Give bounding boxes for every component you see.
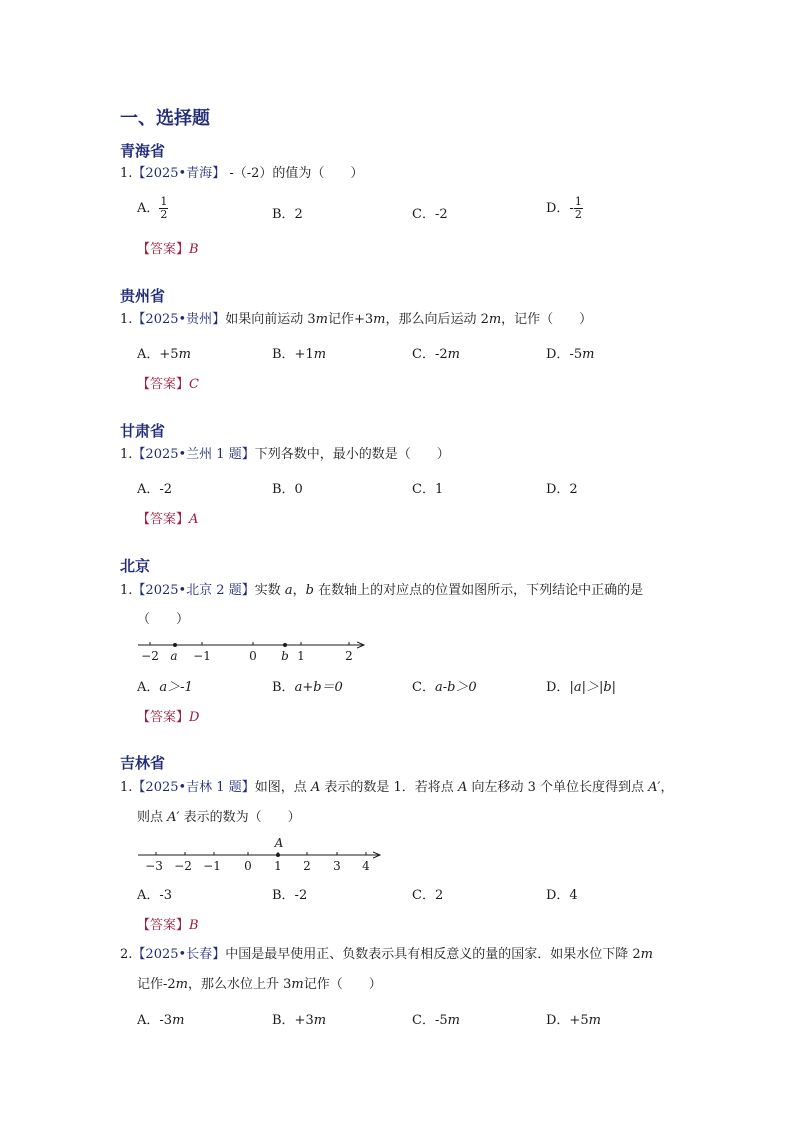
- numberline-beijing: [130, 636, 375, 664]
- question-source: [132, 583, 254, 598]
- option-unit: m: [313, 347, 327, 362]
- stem-part: ，那么水位上升 3: [188, 977, 292, 992]
- stem-part: 记作+3: [327, 312, 374, 327]
- stem-unit: m: [373, 312, 386, 327]
- option-text: A．+5: [137, 347, 179, 362]
- option-text: B．+3: [272, 1013, 314, 1028]
- question-guizhou-1: [120, 311, 592, 329]
- option-expr: a+b＝0: [294, 680, 343, 695]
- option-unit: m: [313, 1013, 327, 1028]
- province-heading-guizhou: 贵州省: [120, 287, 166, 305]
- option-a: [137, 196, 168, 221]
- answer-jilin-1: [137, 914, 199, 933]
- question-stem-line2: [137, 976, 382, 994]
- point-a-dot: [173, 643, 177, 647]
- stem-unit: m: [291, 977, 304, 992]
- stem-part: 表示的数是 1．若将点: [320, 780, 458, 795]
- fraction-denominator: 2: [160, 208, 168, 221]
- option-d: [546, 676, 616, 695]
- source-bracket-open: 【: [132, 447, 146, 462]
- point-label-a: A: [274, 836, 284, 850]
- tick-label: 3: [333, 859, 341, 873]
- question-stem-line2: （ ）: [137, 612, 190, 627]
- answer-label: 【答案】: [137, 918, 190, 933]
- source-bracket-close: 】: [241, 447, 255, 462]
- answer-label: 【答案】: [137, 710, 190, 725]
- answer-guizhou-1: [137, 373, 199, 392]
- option-c: C．-2: [412, 207, 448, 222]
- source-tag: 2025•兰州 1 题: [145, 447, 242, 462]
- stem-part: 记作（ ）: [303, 977, 382, 992]
- question-source: [132, 166, 225, 181]
- source-bracket-close: 】: [241, 583, 255, 598]
- question-source: [132, 780, 254, 795]
- option-text: C．-5: [412, 1013, 448, 1028]
- option-expr: |a|＞|b|: [569, 680, 617, 695]
- source-bracket-close: 】: [241, 780, 255, 795]
- option-a: A．-2: [137, 482, 173, 497]
- option-text: D．-5: [546, 347, 583, 362]
- option-b: B．-2: [272, 888, 308, 903]
- question-jilin-2: [120, 946, 653, 964]
- stem-part: 向左移动 3 个单位长度得到点: [467, 780, 649, 795]
- option-d: [546, 196, 583, 221]
- option-c: [412, 343, 460, 362]
- stem-unit: m: [175, 977, 188, 992]
- option-text: C．-2: [412, 347, 448, 362]
- stem-part: 如果向前运动 3: [225, 312, 316, 327]
- section-title: 一、选择题: [120, 108, 210, 129]
- option-label: D．: [546, 680, 570, 695]
- answer-label: 【答案】: [137, 512, 190, 527]
- source-tag: 2025•吉林 1 题: [145, 780, 242, 795]
- answer-value: C: [189, 377, 199, 392]
- stem-part: 实数: [254, 583, 285, 598]
- question-gansu-1: [120, 446, 450, 464]
- tick-label: 0: [244, 859, 252, 873]
- stem-unit: m: [488, 312, 502, 327]
- point-b-dot: [283, 643, 287, 647]
- point-a-dot: [276, 853, 280, 857]
- tick-label: 2: [345, 649, 353, 663]
- numberline-jilin: [130, 834, 390, 874]
- option-expr: a＞-1: [159, 680, 193, 695]
- tick-label: 1: [297, 649, 305, 663]
- stem-var: a: [284, 583, 293, 598]
- province-heading-beijing: 北京: [120, 557, 151, 575]
- option-unit: m: [178, 347, 191, 362]
- tick-label: 1: [274, 859, 282, 873]
- fraction: [574, 196, 583, 221]
- answer-value: B: [189, 918, 199, 933]
- stem-var: A: [457, 780, 468, 795]
- source-bracket-open: 【: [132, 947, 146, 962]
- source-bracket-close: 】: [212, 166, 226, 181]
- option-text: B．+1: [272, 347, 314, 362]
- tick-label: −2: [174, 859, 192, 873]
- stem-part: ，那么向后运动 2: [385, 312, 489, 327]
- question-jilin-1: [120, 779, 674, 797]
- point-label-a: a: [170, 649, 178, 663]
- option-unit: m: [588, 1013, 601, 1028]
- stem-unit: m: [315, 312, 328, 327]
- answer-beijing-1: [137, 706, 199, 725]
- option-label: A．: [137, 201, 160, 216]
- province-heading-gansu: 甘肃省: [120, 422, 166, 440]
- option-a: [137, 343, 191, 362]
- option-expr: a-b＞0: [434, 680, 477, 695]
- option-b: [272, 1009, 326, 1028]
- fraction-numerator: 1: [574, 195, 582, 208]
- question-stem-line2: [137, 809, 301, 827]
- question-qinghai-1: [120, 165, 363, 183]
- source-tag: 2025•长春: [145, 947, 213, 962]
- option-d: D．4: [546, 888, 578, 903]
- source-bracket-open: 【: [132, 780, 146, 795]
- option-a: A．-3: [137, 888, 173, 903]
- option-d: [546, 343, 594, 362]
- question-number: 2.: [120, 947, 133, 962]
- stem-var: A: [310, 780, 321, 795]
- source-bracket-open: 【: [132, 583, 146, 598]
- option-text: A．-3: [137, 1013, 173, 1028]
- tick-label: −3: [145, 859, 163, 873]
- answer-value: B: [189, 242, 199, 257]
- option-b: [272, 676, 343, 695]
- question-number: 1.: [120, 166, 133, 181]
- answer-value: A: [189, 512, 199, 527]
- option-label: D．-: [546, 201, 574, 216]
- tick-label: 0: [249, 649, 257, 663]
- stem-var: A′: [167, 810, 180, 825]
- source-tag: 2025•北京 2 题: [145, 583, 242, 598]
- option-a: [137, 676, 193, 695]
- option-label: C．: [412, 680, 435, 695]
- question-number: 1.: [120, 583, 133, 598]
- stem-part: 记作-2: [137, 977, 176, 992]
- province-heading-jilin: 吉林省: [120, 754, 166, 772]
- source-tag: 2025•贵州: [145, 312, 213, 327]
- option-label: A．: [137, 680, 160, 695]
- answer-qinghai-1: [137, 238, 199, 257]
- question-source: [132, 312, 225, 327]
- question-source: [132, 447, 254, 462]
- option-unit: m: [172, 1013, 185, 1028]
- stem-part: 如图，点: [254, 780, 311, 795]
- stem-part: 表示的数为（ ）: [179, 810, 301, 825]
- answer-value: D: [189, 710, 200, 725]
- tick-label: 2: [303, 859, 311, 873]
- stem-var: b: [305, 583, 314, 598]
- option-text: D．+5: [546, 1013, 589, 1028]
- source-bracket-close: 】: [212, 312, 226, 327]
- option-d: D．2: [546, 482, 578, 497]
- tick-label: −1: [193, 649, 211, 663]
- tick-label: −1: [203, 859, 221, 873]
- stem-part: 在数轴上的对应点的位置如图所示，下列结论中正确的是: [313, 583, 644, 598]
- question-source: [132, 947, 225, 962]
- option-c: [412, 1009, 460, 1028]
- tick-label: 4: [362, 859, 370, 873]
- stem-part: ，: [660, 780, 674, 795]
- question-beijing-1: [120, 582, 643, 600]
- option-a: [137, 1009, 184, 1028]
- question-number: 1.: [120, 780, 133, 795]
- question-stem: 下列各数中，最小的数是（ ）: [254, 447, 450, 462]
- stem-unit: m: [640, 947, 653, 962]
- answer-gansu-1: [137, 508, 198, 527]
- source-tag: 2025•青海: [145, 166, 213, 181]
- source-bracket-close: 】: [212, 947, 226, 962]
- answer-label: 【答案】: [137, 377, 190, 392]
- province-heading-qinghai: 青海省: [120, 142, 166, 160]
- point-label-b: b: [281, 649, 289, 663]
- source-bracket-open: 【: [132, 166, 146, 181]
- option-unit: m: [582, 347, 595, 362]
- question-number: 1.: [120, 447, 133, 462]
- stem-part: 中国是最早使用正、负数表示具有相反意义的量的国家．如果水位下降 2: [225, 947, 641, 962]
- option-d: [546, 1009, 601, 1028]
- option-c: [412, 676, 477, 695]
- source-bracket-open: 【: [132, 312, 146, 327]
- option-b: B．0: [272, 482, 303, 497]
- fraction: [159, 196, 168, 221]
- option-b: [272, 343, 326, 362]
- option-unit: m: [447, 347, 460, 362]
- option-c: C．1: [412, 482, 444, 497]
- stem-part: ，记作（ ）: [501, 312, 593, 327]
- tick-label: −2: [141, 649, 159, 663]
- option-c: C．2: [412, 888, 444, 903]
- option-label: B．: [272, 680, 295, 695]
- question-number: 1.: [120, 312, 133, 327]
- stem-var: A′: [648, 780, 661, 795]
- option-b: B．2: [272, 207, 303, 222]
- question-stem: -（-2）的值为（ ）: [225, 166, 364, 181]
- stem-part: 则点: [137, 810, 168, 825]
- option-unit: m: [447, 1013, 460, 1028]
- fraction-numerator: 1: [160, 195, 168, 208]
- fraction-denominator: 2: [574, 208, 582, 221]
- stem-part: ，: [292, 583, 306, 598]
- answer-label: 【答案】: [137, 242, 190, 257]
